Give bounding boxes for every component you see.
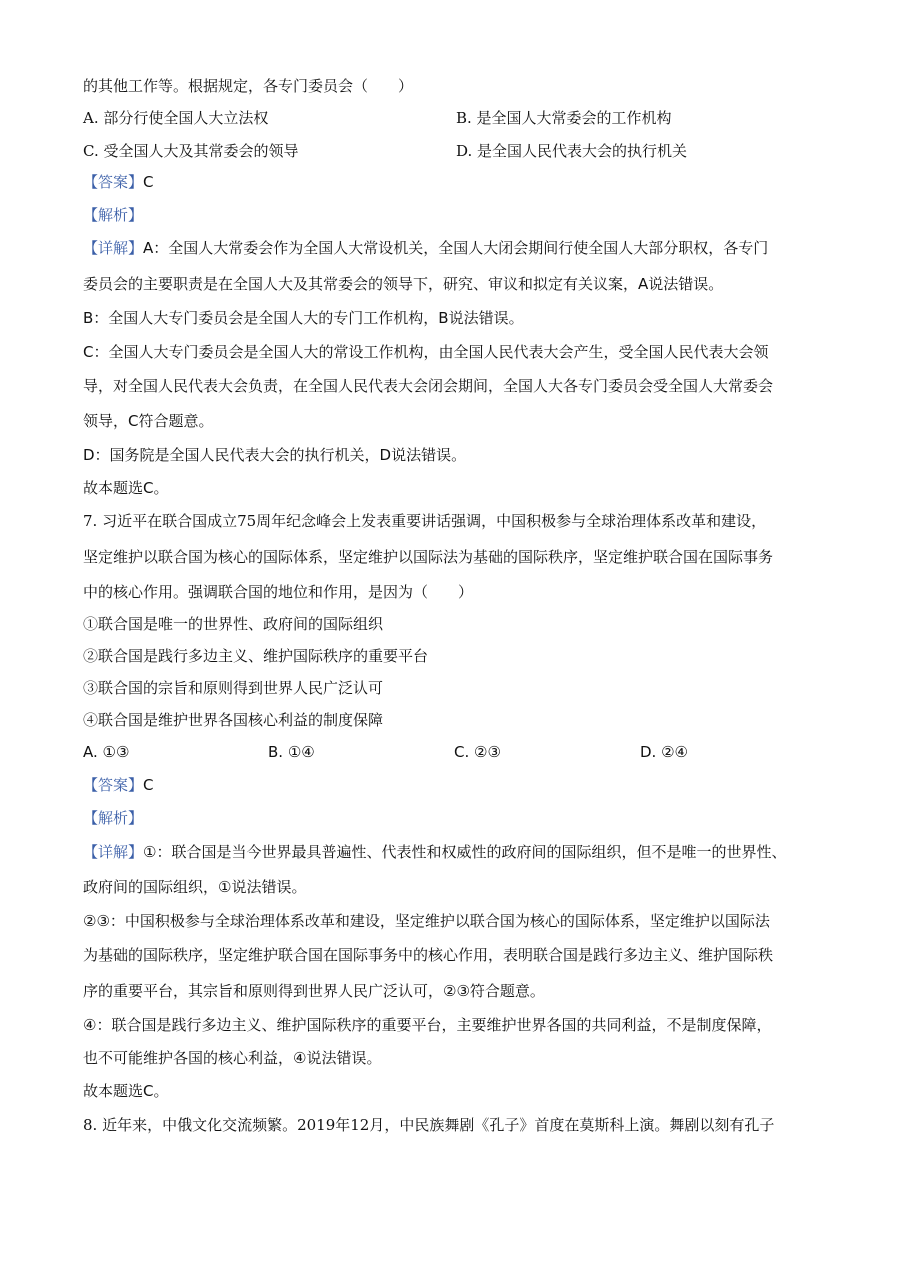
q7-option-a: A. ①③ [83,743,130,761]
detail-tag: 【详解】 [83,843,144,861]
answer-value: C [143,173,154,191]
q7-option-d: D. ②④ [640,743,688,761]
q7-stem-line: 7. 习近平在联合国成立75周年纪念峰会上发表重要讲话强调，中国积极参与全球治理体系改革和建设， [83,512,767,530]
q7-detail-line: 政府间的国际组织，①说法错误。 [83,878,307,896]
q6-detail-line: D：国务院是全国人民代表大会的执行机关，D说法错误。 [83,446,467,464]
detail-text: A：全国人大常委会作为全国人大常设机关，全国人大闭会期间行使全国人大部分职权，各专门 [143,239,769,257]
q6-option-b: B. 是全国人大常委会的工作机构 [456,109,672,127]
q6-detail-line: 导，对全国人民代表大会负责，在全国人民代表大会闭会期间，全国人大各专门委员会受全国人大常委会 [83,377,774,395]
q7-stem-line: 坚定维护以联合国为核心的国际体系，坚定维护以国际法为基础的国际秩序，坚定维护联合国在国际事务 [83,548,774,566]
q7-detail-line [83,842,786,862]
q6-detail-line: 故本题选C。 [83,479,169,497]
q7-stem-line: 中的核心作用。强调联合国的地位和作用，是因为（ ） [83,583,474,601]
q7-detail-line: 序的重要平台，其宗旨和原则得到世界人民广泛认可，②③符合题意。 [83,982,545,1000]
q8-stem-line: 8. 近年来，中俄文化交流频繁。2019年12月，中民族舞剧《孔子》首度在莫斯科上演。舞剧以刻有孔子 [83,1116,775,1134]
q7-detail-line: 也不可能维护各国的核心利益，④说法错误。 [83,1049,382,1067]
detail-text: ①：联合国是当今世界最具普遍性、代表性和权威性的政府间的国际组织，但不是唯一的世界性、 [143,843,787,861]
q6-stem-tail: 的其他工作等。根据规定，各专门委员会（ ） [83,77,414,95]
q7-detail-line: 故本题选C。 [83,1082,169,1100]
q7-detail-line: ④：联合国是践行多边主义、维护国际秩序的重要平台，主要维护世界各国的共同利益，不是制度保障， [83,1016,772,1034]
q6-detail-line: 领导，C符合题意。 [83,412,214,430]
q7-detail-line: 为基础的国际秩序，坚定维护联合国在国际事务中的核心作用，表明联合国是践行多边主义、维护国际秩 [83,946,774,964]
answer-tag: 【答案】 [83,776,144,794]
q6-option-d: D. 是全国人民代表大会的执行机关 [456,142,688,160]
q6-option-a: A. 部分行使全国人大立法权 [83,109,269,127]
q6-detail-line: 委员会的主要职责是在全国人大及其常委会的领导下，研究、审议和拟定有关议案，A说法错误。 [83,275,724,293]
q7-option-b: B. ①④ [268,743,315,761]
q6-answer [83,172,154,192]
q7-answer [83,775,154,795]
q6-detail-line: C：全国人大专门委员会是全国人大的常设工作机构，由全国人民代表大会产生，受全国人民代表大会领 [83,343,769,361]
q6-detail-line: B：全国人大专门委员会是全国人大的专门工作机构，B说法错误。 [83,309,524,327]
q6-option-c: C. 受全国人大及其常委会的领导 [83,142,299,160]
q7-statement: ①联合国是唯一的世界性、政府间的国际组织 [83,615,384,633]
q7-analysis-tag: 【解析】 [83,809,144,827]
q7-statement: ③联合国的宗旨和原则得到世界人民广泛认可 [83,679,384,697]
detail-tag: 【详解】 [83,239,144,257]
answer-tag: 【答案】 [83,173,144,191]
q7-statement: ④联合国是维护世界各国核心利益的制度保障 [83,711,384,729]
q7-statement: ②联合国是践行多边主义、维护国际秩序的重要平台 [83,647,429,665]
q6-analysis-tag: 【解析】 [83,206,144,224]
q6-detail-line [83,238,768,258]
answer-value: C [143,776,154,794]
q7-detail-line: ②③：中国积极参与全球治理体系改革和建设，坚定维护以联合国为核心的国际体系，坚定维护以国际法 [83,912,770,930]
q7-option-c: C. ②③ [454,743,501,761]
